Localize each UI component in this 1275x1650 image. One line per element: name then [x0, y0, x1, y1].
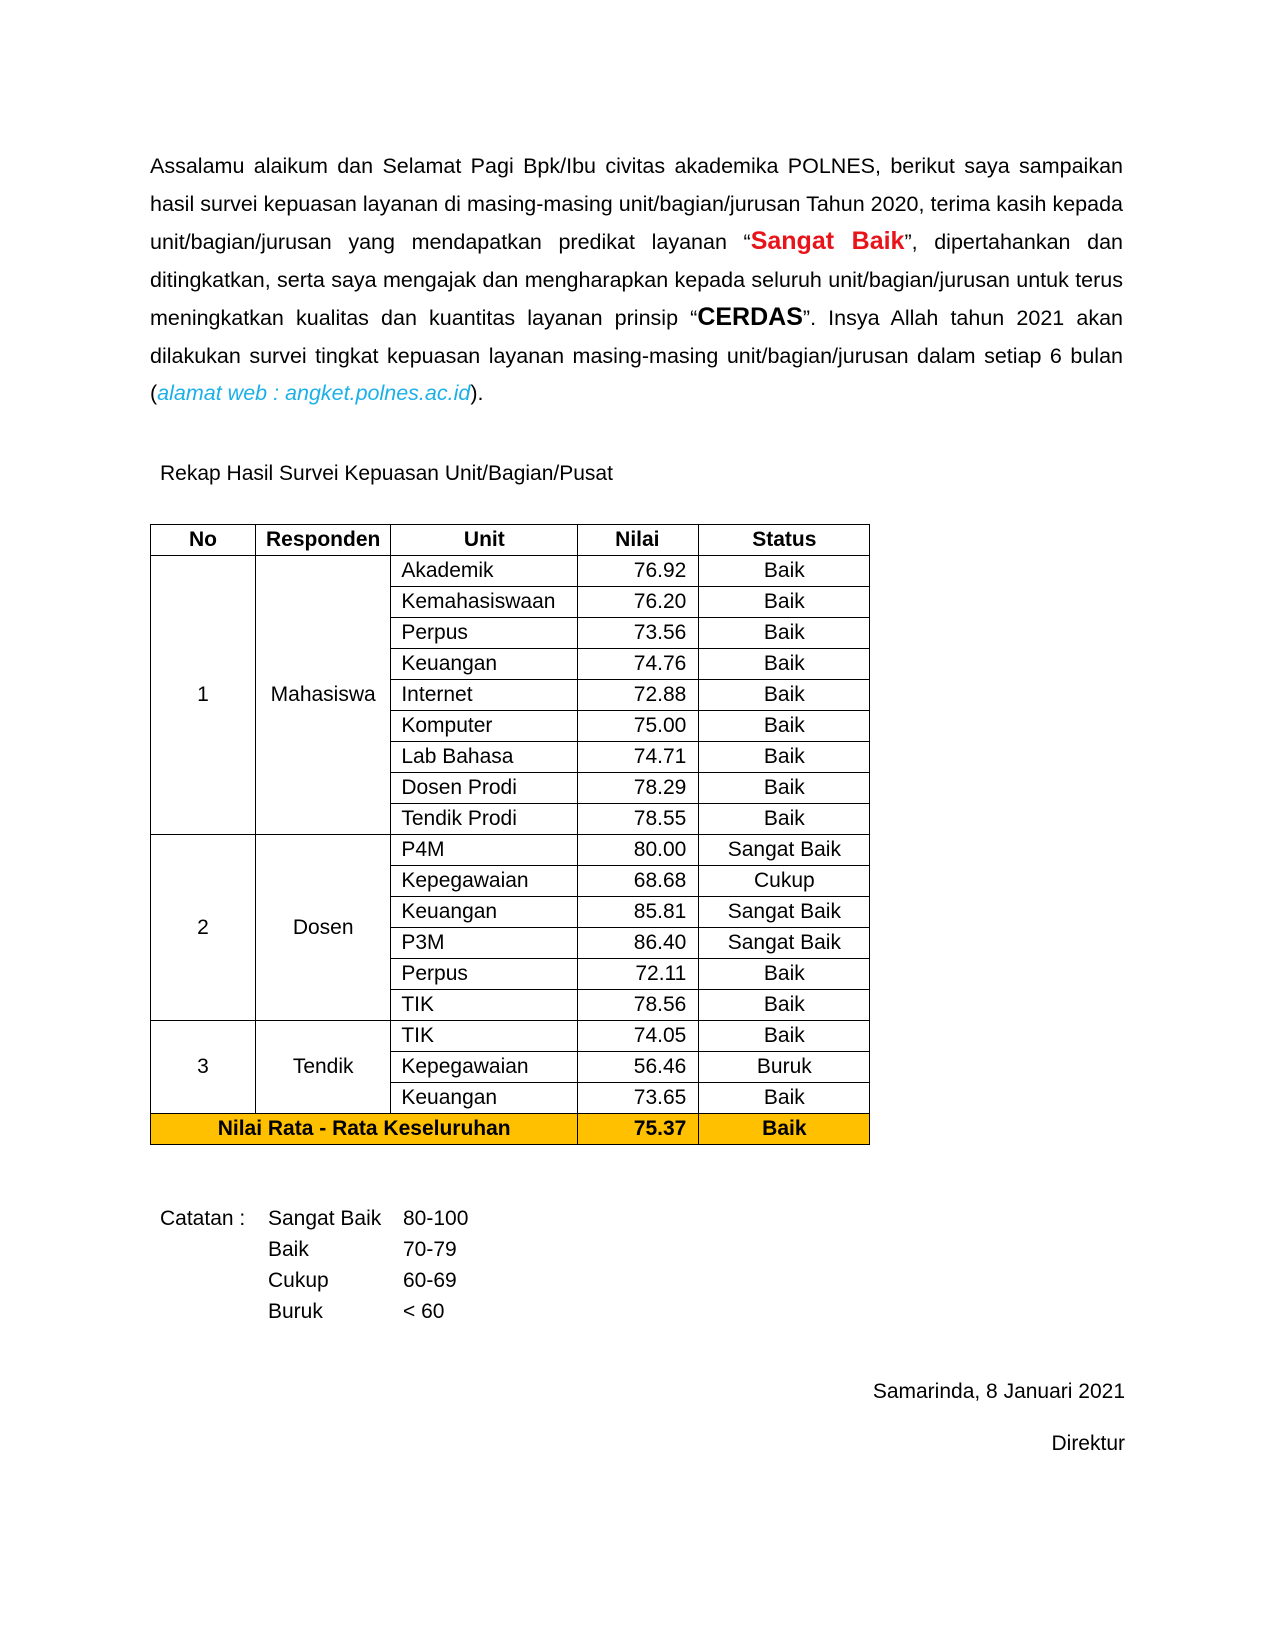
cell-status: Buruk [699, 1052, 870, 1083]
cell-nilai: 74.05 [578, 1021, 699, 1052]
notes-status: Baik [268, 1238, 309, 1261]
notes-range: 60-69 [403, 1269, 457, 1292]
cell-status: Baik [699, 587, 870, 618]
cell-responden: Mahasiswa [256, 556, 391, 835]
notes-item [160, 1296, 468, 1327]
notes-status: Buruk [268, 1300, 323, 1323]
cell-unit: Perpus [391, 618, 578, 649]
cell-unit: TIK [391, 990, 578, 1021]
cell-nilai: 76.92 [578, 556, 699, 587]
cell-status: Baik [699, 1021, 870, 1052]
cell-nilai: 72.88 [578, 680, 699, 711]
total-label: Nilai Rata - Rata Keseluruhan [151, 1114, 578, 1145]
cell-status: Sangat Baik [699, 835, 870, 866]
cell-unit: TIK [391, 1021, 578, 1052]
cell-unit: Dosen Prodi [391, 773, 578, 804]
cell-nilai: 73.56 [578, 618, 699, 649]
cell-unit: Kemahasiswaan [391, 587, 578, 618]
cell-nilai: 86.40 [578, 928, 699, 959]
total-status: Baik [699, 1114, 870, 1145]
cell-nilai: 75.00 [578, 711, 699, 742]
cell-nilai: 76.20 [578, 587, 699, 618]
cell-status: Baik [699, 742, 870, 773]
cell-status: Sangat Baik [699, 897, 870, 928]
notes-spacer [160, 1296, 268, 1327]
cell-unit: Internet [391, 680, 578, 711]
cell-status: Baik [699, 680, 870, 711]
table-title: Rekap Hasil Survei Kepuasan Unit/Bagian/Pusat [160, 462, 613, 485]
total-row [151, 1114, 870, 1145]
notes-spacer [160, 1265, 268, 1296]
notes-status: Sangat Baik [268, 1207, 382, 1230]
cell-responden: Dosen [256, 835, 391, 1021]
cell-status: Sangat Baik [699, 928, 870, 959]
cell-status: Baik [699, 804, 870, 835]
table-row [151, 556, 870, 587]
cell-no: 3 [151, 1021, 256, 1114]
notes-item [160, 1265, 468, 1296]
cell-nilai: 74.71 [578, 742, 699, 773]
cell-unit: P3M [391, 928, 578, 959]
letter-paragraph [150, 148, 1123, 413]
notes-spacer [160, 1234, 268, 1265]
cell-nilai: 73.65 [578, 1083, 699, 1114]
table-row [151, 1021, 870, 1052]
table-header-row [151, 525, 870, 556]
letter-text-2: ”, dipertahankan dan ditingkatkan, serta saya mengajak dan mengharapkan kepada seluruh unit/bagian/jurusan untuk terus meningkatkan kualitas dan kuantitas layanan prinsip “ [150, 230, 1124, 330]
cell-status: Baik [699, 649, 870, 680]
signature-title: Direktur [1051, 1432, 1125, 1455]
header-nilai: Nilai [578, 525, 699, 556]
table-body [151, 556, 870, 1145]
cell-unit: Perpus [391, 959, 578, 990]
cell-nilai: 78.55 [578, 804, 699, 835]
cell-status: Baik [699, 990, 870, 1021]
cell-status: Cukup [699, 866, 870, 897]
header-no: No [151, 525, 256, 556]
notes-label: Catatan : [160, 1207, 246, 1230]
cell-status: Baik [699, 556, 870, 587]
cell-nilai: 68.68 [578, 866, 699, 897]
highlight-cerdas: CERDAS [697, 303, 803, 331]
cell-unit: Kepegawaian [391, 866, 578, 897]
notes-item [160, 1234, 468, 1265]
cell-unit: Lab Bahasa [391, 742, 578, 773]
cell-status: Baik [699, 959, 870, 990]
total-nilai: 75.37 [578, 1114, 699, 1145]
header-status: Status [699, 525, 870, 556]
letter-text-3: ”. Insya Allah tahun 2021 akan dilakukan survei tingkat kepuasan layanan masing-masing unit/bagian/jurusan dalam setiap 6 bulan ( [150, 306, 1123, 405]
notes-item [160, 1203, 468, 1234]
survey-web-link[interactable]: alamat web : angket.polnes.ac.id [157, 381, 471, 405]
notes-range: < 60 [403, 1300, 445, 1323]
cell-unit: Tendik Prodi [391, 804, 578, 835]
table-row [151, 835, 870, 866]
cell-nilai: 85.81 [578, 897, 699, 928]
cell-unit: P4M [391, 835, 578, 866]
cell-status: Baik [699, 618, 870, 649]
cell-nilai: 80.00 [578, 835, 699, 866]
cell-status: Baik [699, 773, 870, 804]
notes-range: 80-100 [403, 1207, 469, 1230]
highlight-sangat-baik: Sangat Baik [750, 227, 905, 255]
cell-unit: Komputer [391, 711, 578, 742]
signature-place-date: Samarinda, 8 Januari 2021 [872, 1380, 1125, 1403]
header-unit: Unit [391, 525, 578, 556]
letter-text-4: ). [470, 381, 484, 405]
cell-status: Baik [699, 711, 870, 742]
notes-range: 70-79 [403, 1238, 457, 1261]
cell-unit: Akademik [391, 556, 578, 587]
cell-unit: Kepegawaian [391, 1052, 578, 1083]
cell-status: Baik [699, 1083, 870, 1114]
cell-nilai: 78.29 [578, 773, 699, 804]
cell-nilai: 72.11 [578, 959, 699, 990]
letter-text-1: Assalamu alaikum dan Selamat Pagi Bpk/Ibu civitas akademika POLNES, berikut saya sampaikan hasil survei kepuasan layanan di masing-masing unit/bagian/jurusan Tahun 2020, terima kasih kepada unit/bagian/jurusan yang mendapatkan predikat layanan “ [150, 154, 1123, 254]
header-responden: Responden [256, 525, 391, 556]
cell-nilai: 56.46 [578, 1052, 699, 1083]
cell-nilai: 74.76 [578, 649, 699, 680]
cell-nilai: 78.56 [578, 990, 699, 1021]
cell-no: 1 [151, 556, 256, 835]
notes-status: Cukup [268, 1269, 329, 1292]
cell-unit: Keuangan [391, 897, 578, 928]
notes-legend [160, 1203, 468, 1327]
cell-no: 2 [151, 835, 256, 1021]
cell-responden: Tendik [256, 1021, 391, 1114]
cell-unit: Keuangan [391, 649, 578, 680]
cell-unit: Keuangan [391, 1083, 578, 1114]
survey-results-table [150, 524, 870, 1145]
